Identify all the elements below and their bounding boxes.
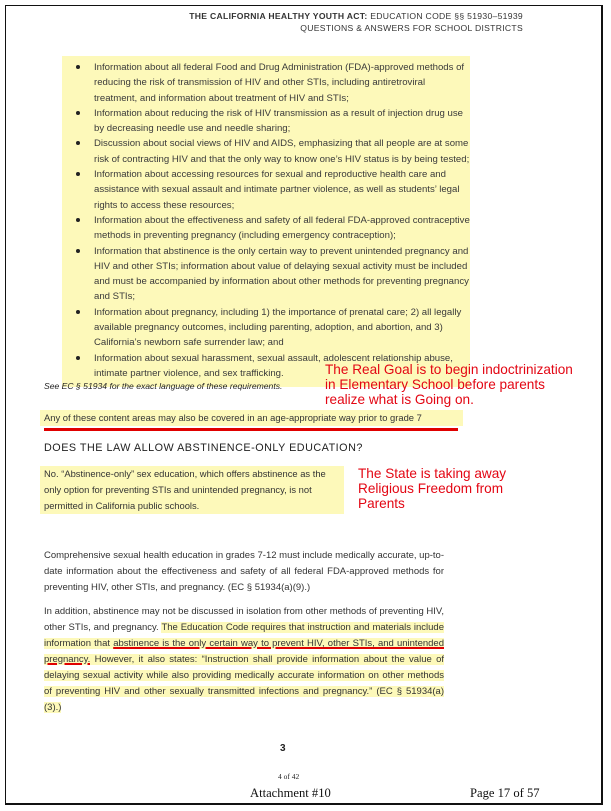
list-item bbox=[62, 106, 470, 137]
list-item-text: Information about all federal Food and Drug Administration (FDA)-approved methods of reducing the risk of transmission of HIV and other STIs, including antiretroviral treatment, and information about treatment of HIV and STIs; bbox=[94, 62, 465, 104]
answer-body bbox=[44, 548, 444, 716]
annotation-religious-freedom: The State is taking away Religious Freedom from Parents bbox=[358, 466, 507, 511]
bullet-icon bbox=[76, 111, 80, 115]
list-item bbox=[62, 244, 470, 305]
attachment-label: Attachment #10 bbox=[250, 786, 331, 800]
answer-highlight-2: However, it also states: “Instruction shall provide information about the value of delaying sexual activity while also providing medically accurate information on other methods of preventing HIV and other sexually transmitted infections and pregnancy.” (EC § 51934(a)(3).) bbox=[44, 654, 444, 713]
header-title-bold: THE CALIFORNIA HEALTHY YOUTH ACT: bbox=[189, 11, 368, 21]
bullet-icon bbox=[76, 218, 80, 222]
list-item bbox=[62, 136, 470, 167]
bullet-icon bbox=[76, 310, 80, 314]
header-title-rest: EDUCATION CODE §§ 51930–51939 bbox=[367, 11, 523, 21]
list-item-text: Information about the effectiveness and safety of all federal FDA-approved contraceptive methods in preventing pregnancy (including emergency contraception); bbox=[94, 214, 470, 242]
bullet-icon bbox=[76, 249, 80, 253]
list-item bbox=[62, 213, 470, 244]
annotation-indoctrination: The Real Goal is to begin indoctrinization in Elementary School before parents realize what is Going on. bbox=[325, 362, 573, 407]
bullet-icon bbox=[76, 141, 80, 145]
list-item-text: Information about reducing the risk of HIV transmission as a result of injection drug use by decreasing needle use and needle sharing; bbox=[94, 107, 464, 135]
list-item bbox=[62, 167, 470, 213]
red-underline bbox=[44, 428, 458, 431]
header-title bbox=[189, 11, 523, 21]
answer-in-addition bbox=[44, 604, 444, 716]
list-item-text: Information that abstinence is the only certain way to prevent unintended pregnancy and HIV and other STIs; information about value of delaying sexual activity must be included and must be accompanied by information about other methods for preventing pregnancy and STIs; bbox=[94, 245, 469, 303]
answer-in-addition-start: In addition, abstinence may not be discussed in isolation from other methods of preventing HIV, other STIs, and pregnancy. bbox=[44, 606, 444, 633]
answer-highlight-1: The Education Code requires that instruction and materials include information that bbox=[44, 622, 444, 649]
bullet-icon bbox=[76, 65, 80, 69]
grade-7-note: Any of these content areas may also be covered in an age-appropriate way prior to grade 7 bbox=[40, 410, 463, 426]
list-item bbox=[62, 60, 470, 106]
requirements-list bbox=[62, 56, 470, 387]
answer-underlined-text: abstinence is the only certain way to prevent HIV, other STIs, and unintended pregnancy. bbox=[44, 638, 444, 665]
answer-no-abstinence-only: No. “Abstinence-only” sex education, which offers abstinence as the only option for preventing STIs and unintended pregnancy, is not permitted in California public schools. bbox=[40, 466, 344, 514]
page-of-count: 4 of 42 bbox=[278, 772, 300, 781]
list-item-text: Information about accessing resources for sexual and reproductive health care and assistance with sexual assault and intimate partner violence, as well as students’ legal rights to access these resources; bbox=[94, 169, 460, 211]
bullet-icon bbox=[76, 356, 80, 360]
page-total: Page 17 of 57 bbox=[470, 786, 540, 800]
section-question: DOES THE LAW ALLOW ABSTINENCE-ONLY EDUCATION? bbox=[44, 442, 363, 454]
list-item bbox=[62, 305, 470, 351]
page-number: 3 bbox=[280, 743, 286, 754]
header-subtitle: QUESTIONS & ANSWERS FOR SCHOOL DISTRICTS bbox=[300, 23, 523, 33]
bullet-icon bbox=[76, 172, 80, 176]
list-item-text: Information about pregnancy, including 1) the importance of prenatal care; 2) all legally available pregnancy outcomes, including parenting, adoption, and abortion, and 3) California’s newborn safe surrender law; and bbox=[94, 306, 462, 349]
answer-comprehensive: Comprehensive sexual health education in grades 7-12 must include medically accurate, up-to-date information about the effectiveness and safety of all federal FDA-approved methods for preventing HIV, other STIs, and pregnancy. (EC § 51934(a)(9).) bbox=[44, 550, 444, 593]
list-item-text: Information about sexual harassment, sexual assault, adolescent relationship abuse, intimate partner violence, and sex trafficking. bbox=[94, 352, 453, 379]
see-ec-note: See EC § 51934 for the exact language of these requirements. bbox=[44, 381, 283, 391]
list-item-text: Discussion about social views of HIV and AIDS, emphasizing that all people are at some risk of contracting HIV and that the only way to know one’s HIV status is by being tested; bbox=[94, 138, 470, 165]
